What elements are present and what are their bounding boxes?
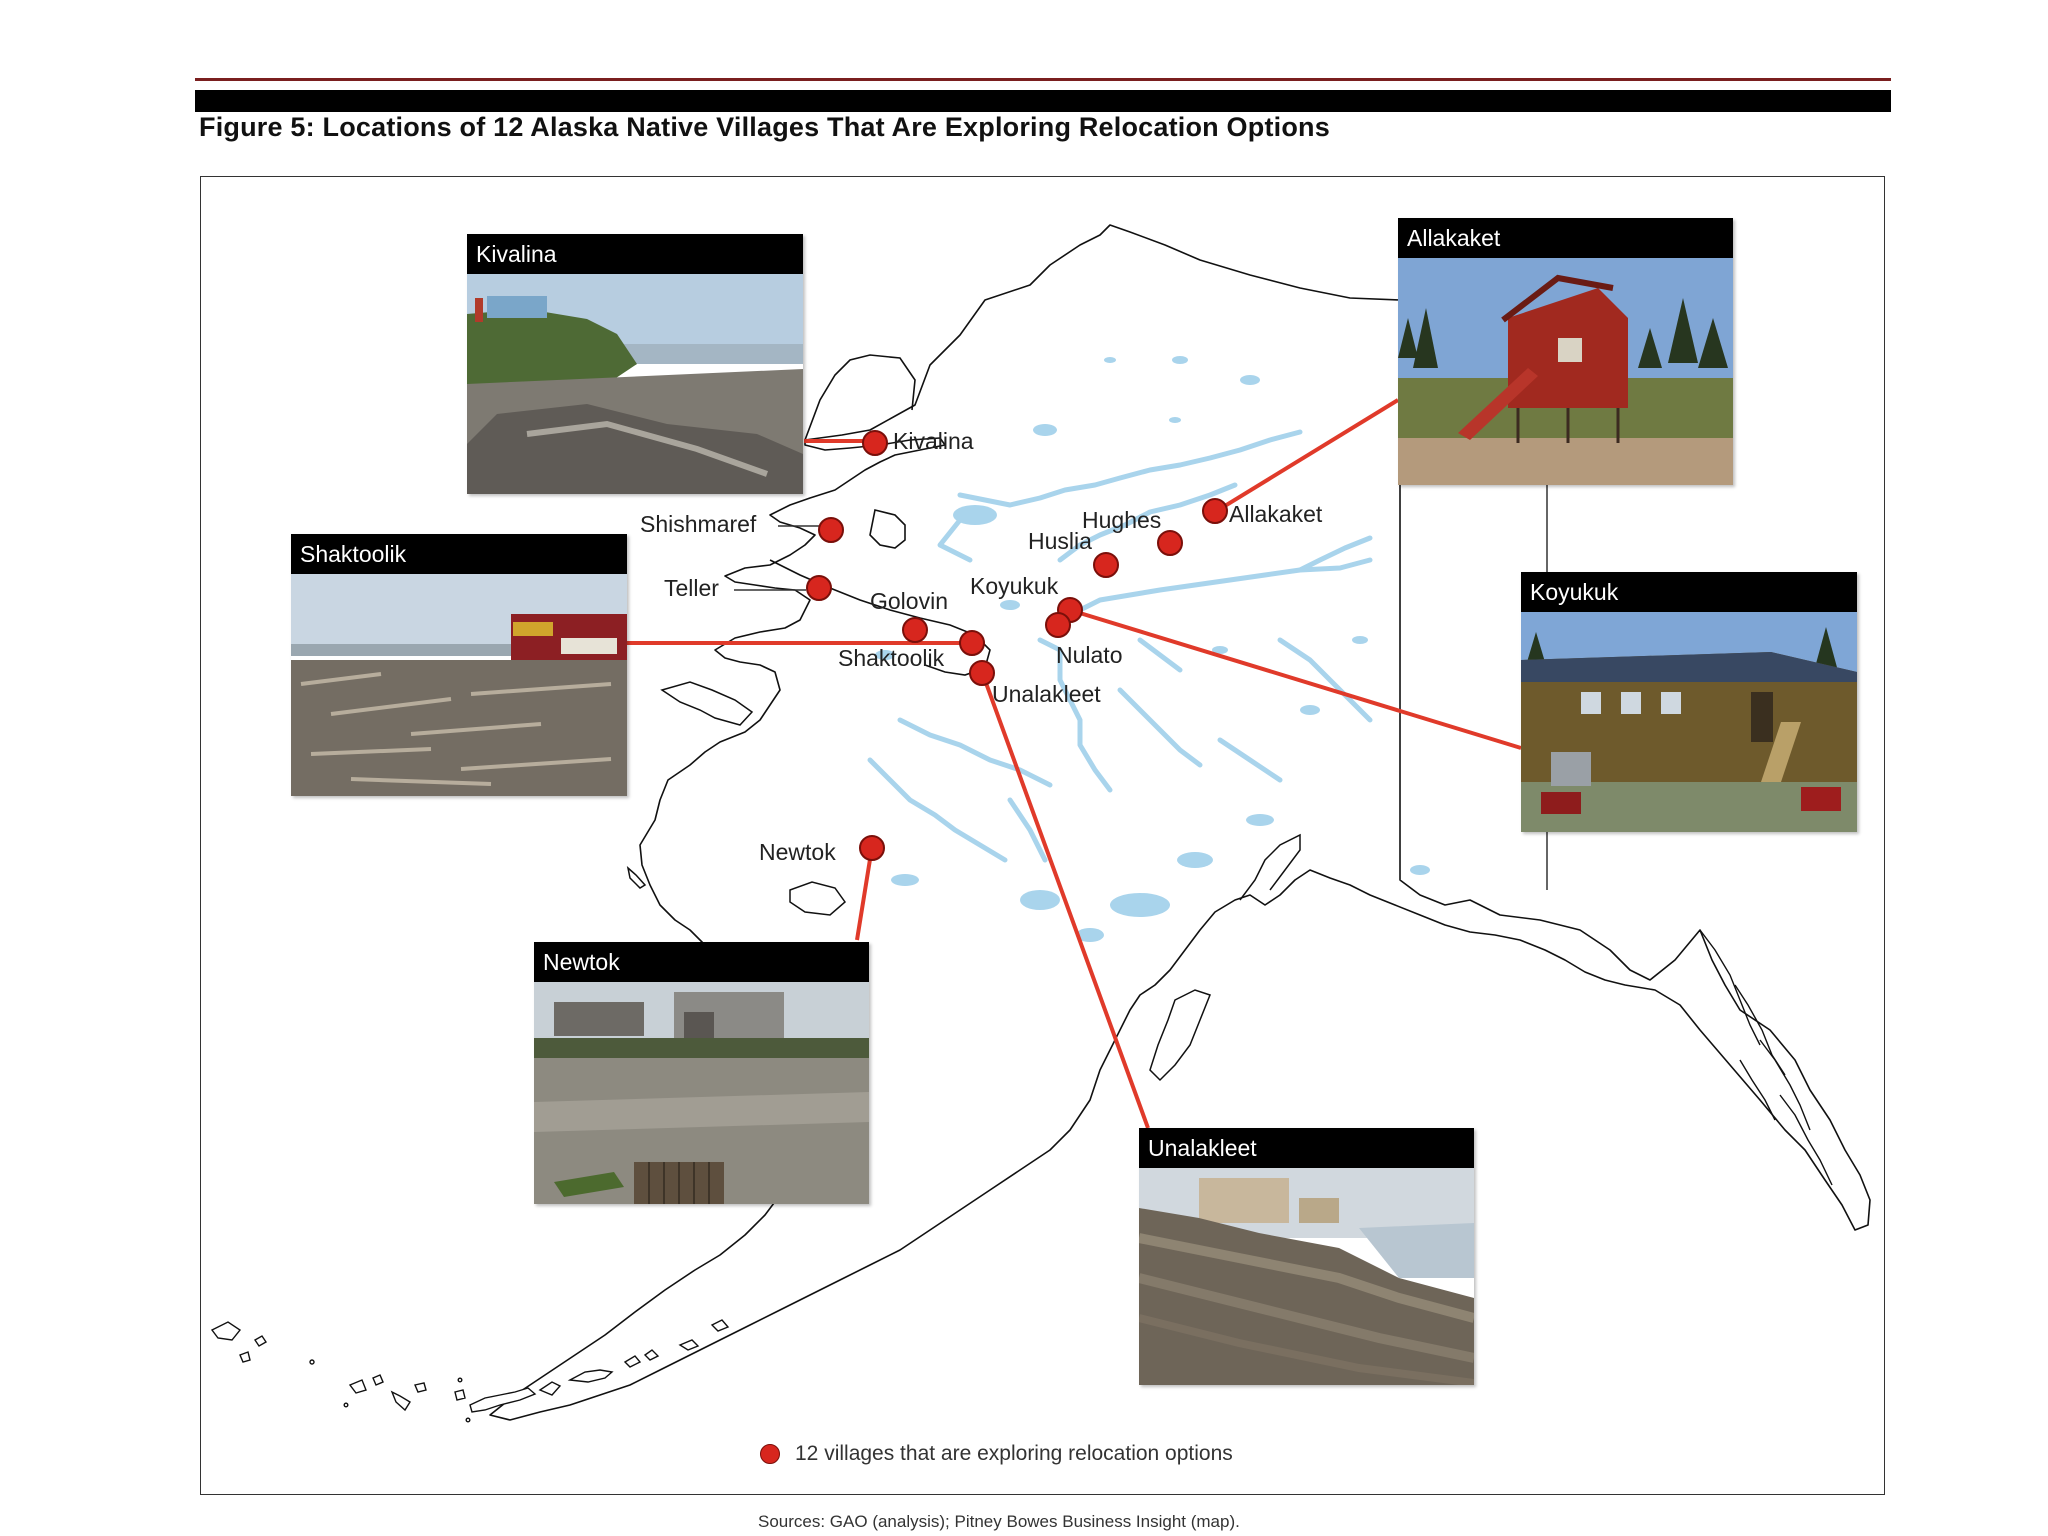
figure-title: Figure 5: Locations of 12 Alaska Native Villages That Are Exploring Relocation Options	[199, 112, 1330, 142]
photo-allakaket-house	[1398, 258, 1733, 485]
photo-newtok-flooding	[534, 982, 869, 1204]
village-label-shishmaref: Shishmaref	[640, 511, 757, 537]
map-legend	[760, 1440, 1233, 1468]
legend-marker	[760, 1444, 780, 1464]
photo-inset-shaktoolik	[291, 534, 627, 796]
photo-inset-unalakleet	[1139, 1128, 1474, 1385]
village-label-teller: Teller	[664, 575, 719, 601]
photo-inset-allakaket	[1398, 218, 1733, 485]
village-marker-allakaket	[1203, 499, 1227, 523]
village-marker-kivalina	[863, 431, 887, 455]
village-label-kivalina: Kivalina	[893, 428, 974, 454]
village-marker-huslia	[1094, 553, 1118, 577]
photo-caption-unalakleet: Unalakleet	[1139, 1128, 1474, 1168]
photo-koyukuk-building	[1521, 612, 1857, 832]
village-label-hughes: Hughes	[1082, 507, 1162, 533]
photo-shaktoolik-driftwood	[291, 574, 627, 796]
photo-caption-shaktoolik: Shaktoolik	[291, 534, 627, 574]
photo-inset-newtok	[534, 942, 869, 1204]
figure-source: Sources: GAO (analysis); Pitney Bowes Business Insight (map).	[758, 1512, 1240, 1531]
village-marker-shishmaref	[819, 518, 843, 542]
village-marker-teller	[807, 576, 831, 600]
photo-caption-newtok: Newtok	[534, 942, 869, 982]
legend-label: 12 villages that are exploring relocation options	[795, 1442, 1233, 1465]
village-label-golovin: Golovin	[870, 588, 948, 614]
st-lawrence-island	[662, 682, 752, 725]
photo-kivalina-shore	[467, 274, 803, 494]
photo-caption-koyukuk: Koyukuk	[1521, 572, 1857, 612]
village-label-nulato: Nulato	[1056, 642, 1123, 668]
kodiak-island	[1150, 990, 1210, 1080]
village-marker-nulato	[1046, 613, 1070, 637]
photo-caption-kivalina: Kivalina	[467, 234, 803, 274]
village-label-huslia: Huslia	[1028, 528, 1092, 554]
village-label-newtok: Newtok	[759, 839, 836, 865]
photo-inset-koyukuk	[1521, 572, 1857, 832]
village-label-unalakleet: Unalakleet	[992, 681, 1101, 707]
village-label-koyukuk: Koyukuk	[970, 573, 1059, 599]
village-label-allakaket: Allakaket	[1229, 501, 1323, 527]
village-marker-golovin	[903, 618, 927, 642]
village-marker-hughes	[1158, 531, 1182, 555]
village-marker-unalakleet	[970, 661, 994, 685]
photo-inset-kivalina	[467, 234, 803, 494]
village-marker-newtok	[860, 836, 884, 860]
st-matthew-island	[628, 868, 645, 888]
photo-caption-allakaket: Allakaket	[1398, 218, 1733, 258]
village-marker-shaktoolik	[960, 631, 984, 655]
village-label-shaktoolik: Shaktoolik	[838, 645, 945, 671]
photo-unalakleet-seawall	[1139, 1168, 1474, 1385]
